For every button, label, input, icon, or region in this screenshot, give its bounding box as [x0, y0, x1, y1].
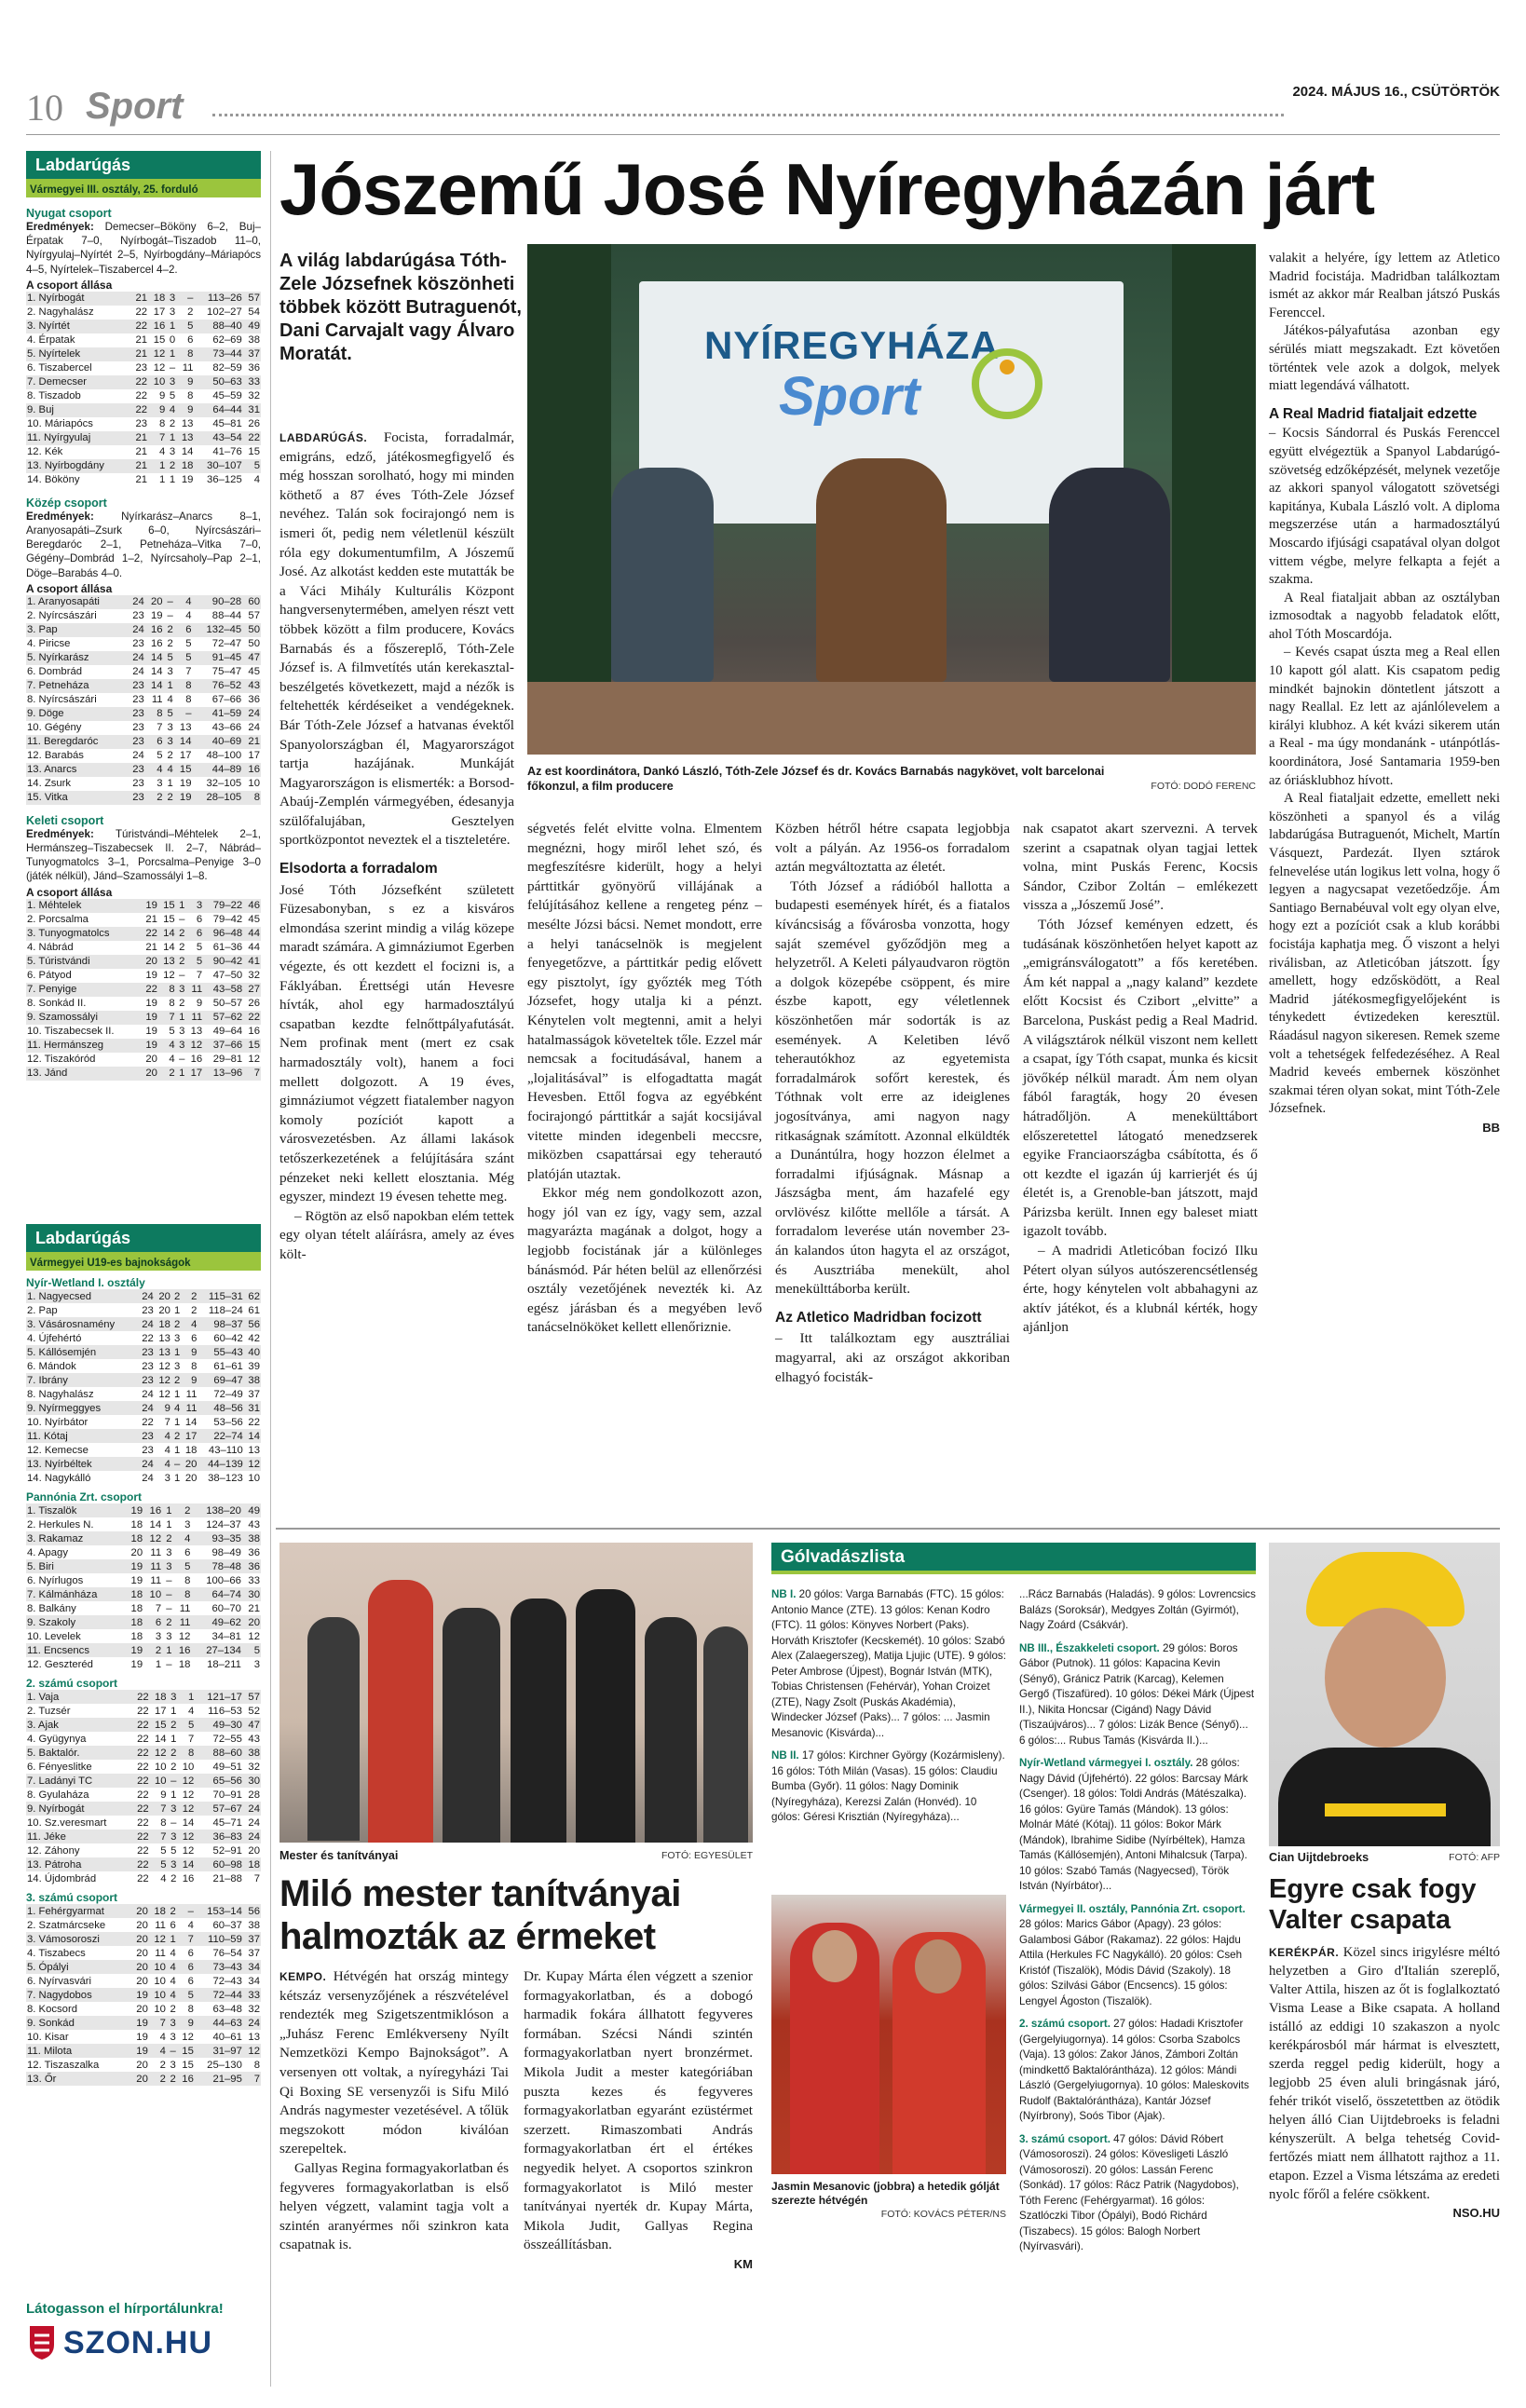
table-row: 13. Anarcs 23 4 4 15 44–89 16: [27, 764, 260, 776]
match-results: Eredmények: Demecser–Bököny 6–2, Buj–Érpatak 7–0, Nyírbogát–Tiszadob 11–0, Nyírgyulaj–Nyírtét 2–5, Nyírbogdány–Máriapócs 4–5, Nyírtelek–Tiszabercel 4–2.: [26, 221, 261, 276]
table-row: 11. Encsencs 19 2 1 16 27–134 5: [27, 1644, 260, 1656]
subheading: A Real Madrid fiataljait edzette: [1269, 405, 1478, 422]
kempo-column-2: Dr. Kupay Márta élen végzett a szenior formagyakorlatban, és a dobogó harmadik fokára állhatott fegyveres formában. Szécsi Nándi szintén formagyakorlatban nyert bronzérmet. Mikola Judit a mester kategóriában puszta kezes és fegyveres formagyakorlatban egyaránt ezüstérmet szerzett. Rimaszombati András formagyakorlatban ért el értékes negyedik helyet. A csoportos szinkron formagyakorlatot is Miló mester tanítványai nyerték dr. Kupay Márta, Mikola Judit, Gallyas Regina összeállításban. KM: [524, 1967, 753, 2275]
scorers-left-column: [771, 1587, 1006, 1833]
scorer-entry: NB II. 17 gólos: Kirchner György (Kozármisleny). 16 gólos: Tóth Milán (Vasas). 15 gólos: Claudiu Bumba (Győr). 11 gólos: Nagy Dominik (Nyíregyháza), Kerezsi Zalán (Honvéd). 10 gólos: Géresi Krisztián (Nyíregyháza)...: [771, 1749, 1005, 1823]
portal-promo[interactable]: [26, 2301, 261, 2361]
table-row: 5. Biri 19 11 3 5 78–48 36: [27, 1560, 260, 1572]
table-row: 10. Levelek 18 3 3 12 34–81 12: [27, 1630, 260, 1642]
table-row: 9. Nyírmeggyes 24 9 4 11 48–56 31: [27, 1402, 260, 1414]
table-row: 13. Pátroha 22 5 3 14 60–98 18: [27, 1858, 260, 1871]
table-row: 9. Szakoly 18 6 2 11 49–62 20: [27, 1616, 260, 1628]
table-row: 4. Érpatak 21 15 0 6 62–69 38: [27, 334, 260, 347]
standings-group: [26, 1891, 261, 2086]
nyiregyhaza-sport-logo-icon: [965, 347, 1049, 421]
table-row: 9. Sonkád 19 7 3 9 44–63 24: [27, 2017, 260, 2029]
table-row: 6. Mándok 23 12 3 8 61–61 39: [27, 1360, 260, 1372]
table-row: 6. Dombrád 24 14 3 7 75–47 45: [27, 666, 260, 678]
match-results: Eredmények: Túristvándi–Méhtelek 2–1, Hermánszeg–Tiszabecsek II. 2–7, Nábrád–Tunyogmatolcs 3–1, Porcsalma–Penyige 3–0 (játék nélkül), Jánd–Szamossályi 1–8.: [26, 827, 262, 883]
table-row: 6. Pátyod 19 12 – 7 47–50 32: [27, 970, 260, 982]
mesanovic-photo: [771, 1895, 1006, 2174]
table-row: 6. Fényeslitke 22 10 2 10 49–51 32: [27, 1761, 260, 1773]
article-headline: Jószemű José Nyíregyházán járt: [279, 148, 1375, 230]
table-row: 14. Bököny 21 1 1 19 36–125 4: [27, 474, 260, 486]
table-row: 3. Pap 24 16 2 6 132–45 50: [27, 624, 260, 636]
photo-credit: FOTÓ: EGYESÜLET: [661, 1850, 753, 1861]
article-column-3: Közben hétről hétre csapata legjobbja volt a pályán. Az 1956-os forradalom aztán megváltoztatta az életét. Tóth József a rádióból hallotta a budapesti események hírét, és a fiatalos kíváncsiság a fővárosba vonzotta, hogy saját szemével győződjön meg a helyzetről. A Keleti pályaudvaron rögtön a dolgok közepébe csöppent, és mire észbe kapott, egy véletlennek köszönhetően már sodorták is az események. A Keletiben lévő teherautókhoz az egyetemista forradalmárok sofőrt kerestek, és Tóthnak volt erre az ideiglenes jogosítványa, ami nagyon nagy ritkaságnak számított. Azonnal elküldték a Dunántúlra, hogy hozzon élelmet a forradalmi ifjúságnak. Másnap a Jászságba ment, ám hazafelé egy orvlövész kilőtte mellőle a társát. A forradalom leverése után november 23-án kalandos úton hagyta el az országot, és Ausztriába menekült, ahol menekülttáborba került. Az Atletico Madridban focizott – Itt találkoztam egy ausztráliai magyarral, aki az országot akkoriban elhagyó focisták-: [775, 821, 1010, 1385]
table-row: 12. Tiszaszalka 20 2 3 15 25–130 8: [27, 2059, 260, 2071]
screen-subtitle: Sport: [779, 366, 920, 427]
article-column-1: LABDARÚGÁS. Focista, forradalmár, emigráns, edző, játékosmegfigyelő és még hosszan sorolható, hogy mi minden köthető a 87 éves Tóth-Zele József nevéhez. Talán sok focirajongó nem is ismeri őt, pedig nem véletlenül készült róla egy dokumentumfilm, A Jószemű José. Az alkotást kedden este mutatták be a Váci Mihály Kulturális Központ hangversenytermében, amelyen részt vett többek között a film producere, Kovács Barnabás és a főszereplő, Tóth-Zele József is. A filmvetítés után kerekasztal-beszélgetés következett, majd a nézők is feltehették kérdéseiket a vendégeknek. Bár Tóth-Zele József a hatvanas évektől Spanyolországban él, Magyarországot tartja hazájának. Munkáját Magyarországon is elismerték: a Borsod-Abaúj-Zemplén vármegyében, édesanyja szülőfalujában, Gesztelyen sportközpontot neveztek el a tiszteletére. Elsodorta a forradalom José Tóth Józsefként született Füzesabonyban, s ez a kisváros elmondása szerint mindig a világ közepe maradt számára. A gimnáziumot Egerben végezte, és ott kezdett el focizni is, a Fáklyában. Érettségi után Hevesre hívták, ahol egy harmadosztályú csapatban kezdte felnőttpályafutását. Nem profinak ment (mert ez csak harmadosztály volt), hanem a foci mellett dolgozott. A 19 éves, gimnáziumot végzett fiatalember nagyon komoly pozíciót kapott a városvezetésben. Az állami lakások tetőszerkezetének a felújítására szánt pénzeket neki kellett elosztania. Még egyszer, mindezt 19 évesen tehette meg. – Rögtön az első napokban elém tettek egy olyan tételt aláírásra, amely az éves költ-: [279, 429, 515, 1262]
standings-group: [26, 1276, 261, 1485]
photo-caption: FOTÓ: DODÓ FERENC Az est koordinátora, Dankó László, Tóth-Zele József és dr. Kovács Barnabás nagykövet, volt barcelonai főkonzul, a film producere: [527, 765, 1256, 793]
author-initials: NSO.HU: [1452, 2206, 1500, 2220]
screen-title: NYÍREGYHÁZA: [704, 323, 1000, 367]
scorers-box: [771, 1543, 1256, 2387]
scorer-entry: 2. számú csoport. 27 gólos: Hadadi Krisztofer (Gergelyiugornya). 14 gólos: Csorba Szabolcs (Vaja). 13 gólos: Zakor János, Zámbori Zoltán (mindkettő Baktalórántháza). 12 gólos: Mándi László (Gergelyiugornya). 10 gólos: Maleskovits Rudolf (Baktalórántháza), Kantár József (Nyírbrony), Soós Tibor (Ajak).: [1019, 2018, 1249, 2122]
table-row: 11. Jéke 22 7 3 12 36–83 24: [27, 1830, 260, 1843]
header-bottom-rule: [26, 134, 1500, 135]
scorer-entry: Nyír-Wetland vármegyei I. osztály. 28 gólos: Nagy Dávid (Újfehértó). 22 gólos: Barcsay Márk (Csenger). 18 gólos: Toldi András (Mátészalka). 16 gólos: Gyüre Tamás (Mándok). 13 gólos: Molnár Máté (Kótaj). 11 gólos: Bokor Márk (Mándok), Ibrahime Sidibe (Nyírbéltek), Hamza Tamás (Kállósemjén), Antoni Mihalcsuk (Tarpa). 10 gólos: Szabó Tamás (Nagyecsed), Török István (Nyírbátor)...: [1019, 1757, 1248, 1892]
table-row: 12. Tiszakóród 20 4 – 16 29–81 12: [27, 1054, 260, 1066]
table-row: 2. Herkules N. 18 14 1 3 124–37 43: [27, 1518, 260, 1531]
table-row: 1. Vaja 22 18 3 1 121–17 57: [27, 1691, 260, 1703]
table-row: 2. Tuzsér 22 17 1 4 116–53 52: [27, 1705, 260, 1717]
sidebar-standings-1: [26, 151, 261, 1081]
table-row: 14. Zsurk 23 3 1 19 32–105 10: [27, 778, 260, 790]
author-initials: BB: [1482, 1120, 1500, 1135]
sidebar-standings-2: [26, 1224, 261, 2086]
table-row: 14. Nagykálló 24 3 1 20 38–123 10: [27, 1472, 260, 1484]
group-name: Nyír-Wetland I. osztály: [26, 1276, 145, 1289]
table-row: 10. Kisar 19 4 3 12 40–61 13: [27, 2031, 260, 2043]
table-row: 6. Tiszabercel 23 12 – 11 82–59 36: [27, 362, 260, 374]
table-row: 12. Geszteréd 19 1 – 18 18–211 3: [27, 1658, 260, 1670]
article-lead: A világ labdarúgása Tóth-Zele Józsefnek köszönheti többek között Butraguenót, Dani Carvajalt vagy Álvaro Moratát.: [279, 251, 522, 364]
scorer-entry: NB III., Északkeleti csoport. 29 gólos: Boros Gábor (Putnok). 11 gólos: Kapacina Kevin (Sényő), Gránicz Patrik (Karcag), Kelemen Gergő (Tiszafüred). 10 gólos: Dékei Márk (Újpest II.), Nikita Honcsar (Cigánd) Nagy Dávid (Tiszaújváros)... 7 gólos: Lizák Bence (Sényő)... 6 gólos:... Rubus Tamás (Kisvárda II.)...: [1019, 1641, 1255, 1747]
table-row: 4. Újfehértó 22 13 3 6 60–42 42: [27, 1332, 260, 1344]
group-name: 2. számú csoport: [26, 1677, 118, 1690]
table-row: 7. Ladányi TC 22 10 – 12 65–56 30: [27, 1775, 260, 1787]
table-row: 4. Nábrád 21 14 2 5 61–36 44: [27, 942, 260, 954]
table-row: 7. Petneháza 23 14 1 8 76–52 43: [27, 680, 260, 692]
table-row: 13. Őr 20 2 2 16 21–95 7: [27, 2073, 260, 2085]
cyclist-caption: FOTÓ: AFP Cian Uijtdebroeks: [1269, 1851, 1500, 1864]
table-row: 7. Ibrány 23 12 2 9 69–47 38: [27, 1374, 260, 1386]
table-heading: A csoport állása: [26, 581, 113, 595]
photo-credit: FOTÓ: DODÓ FERENC: [1151, 781, 1256, 792]
issue-date: 2024. MÁJUS 16., CSÜTÖRTÖK: [1292, 84, 1500, 100]
standings-group: [26, 1490, 261, 1671]
sidebar-divider: [270, 151, 271, 2387]
cycling-headline: Egyre csak fogy Valter csapata: [1269, 1874, 1477, 1935]
table-row: 5. Kállósemjén 23 13 1 9 55–43 40: [27, 1346, 260, 1358]
table-row: 5. Nyírkarász 24 14 5 5 91–45 47: [27, 652, 260, 664]
table-row: 11. Kótaj 23 4 2 17 22–74 14: [27, 1430, 260, 1442]
cycling-text: KERÉKPÁR. Közel sincs irigylésre méltó helyzetben a Giro d'Italián szereplő, Valter Attila, hiszen az őt is foglalkoztató Visma Lease a Bike csapata. A holland istálló az eddigi 10 szakaszon a nyolc kerékpárosból már hármat is elvesztett, szerda reggel pedig kiderült, hogy a legjobb 25 éven aluli bringásnak járó, fehér trikót viselő, összetettben az ötödik helyen álló Cian Uijtdebroeks is feladni kényszerült. A belga tehetség Covid-fertőzés miatt nem állhatott rajthoz a 11. etapon. Ezzel a Visma létszáma az eredeti nyolc főről a felére csökkent. NSO.HU: [1269, 1943, 1500, 2223]
standings-table: [26, 1289, 261, 1485]
group-name: 3. számú csoport: [26, 1891, 118, 1904]
table-row: 13. Nyírbéltek 24 4 – 20 44–139 12: [27, 1458, 260, 1470]
subheading: Elsodorta a forradalom: [279, 861, 438, 877]
scorers-title: Gólvadászlista: [771, 1543, 1256, 1574]
article-kicker: LABDARÚGÁS.: [279, 431, 368, 444]
table-row: 10. Nyírbátor 22 7 1 14 53–56 22: [27, 1416, 260, 1428]
kempo-headline: Miló mester tanítványai halmozták az érmeket: [279, 1873, 681, 1957]
table-row: 2. Nyírcsászári 23 19 – 4 88–44 57: [27, 610, 260, 622]
table-row: 12. Barabás 24 5 2 17 48–100 17: [27, 750, 260, 762]
speaker-left: [611, 468, 714, 682]
table-row: 3. Vásárosnamény 24 18 2 4 98–37 56: [27, 1318, 260, 1330]
table-row: 11. Hermánszeg 19 4 3 12 37–66 15: [27, 1040, 260, 1052]
table-row: 7. Kálmánháza 18 10 – 8 64–74 30: [27, 1588, 260, 1600]
table-row: 6. Nyírvasvári 20 10 4 6 72–43 34: [27, 1975, 260, 1987]
table-row: 1. Nyírbogát 21 18 3 – 113–26 57: [27, 292, 260, 305]
author-initials: KM: [733, 2256, 753, 2271]
table-row: 3. Tunyogmatolcs 22 14 2 6 96–48 44: [27, 928, 260, 940]
table-row: 8. Kocsord 20 10 2 8 63–48 32: [27, 2003, 260, 2015]
table-row: 4. Piricse 23 16 2 5 72–47 50: [27, 638, 260, 650]
szon-logo-icon: [26, 2324, 58, 2361]
event-photo: [527, 244, 1256, 755]
photo-credit: FOTÓ: KOVÁCS PÉTER/NS: [880, 2209, 1006, 2220]
scorer-entry: Vármegyei II. osztály, Pannónia Zrt. csoport. 28 gólos: Marics Gábor (Apagy). 23 gólos: Galambosi Gábor (Rakamaz). 22 gólos: Hajdu Attila (Herkules FC Nagykálló). 20 gólos: Cseh Kristóf (Tiszalök), Módis Dávid (Szakoly). 18 gólos: Szilvási Gábor (Encsencs). 15 gólos: Lengyel Ágoston (Tiszalök).: [1019, 1902, 1246, 2007]
table-row: 10. Máriapócs 23 8 2 13 45–81 26: [27, 418, 260, 430]
table-row: 2. Szatmárcseke 20 11 6 4 60–37 38: [27, 1919, 260, 1931]
table-row: 8. Nagyhalász 24 12 1 11 72–49 37: [27, 1388, 260, 1400]
table-row: 11. Beregdaróc 23 6 3 14 40–69 21: [27, 736, 260, 748]
photo-credit: FOTÓ: AFP: [1449, 1852, 1500, 1863]
table-row: 3. Vámosoroszi 20 12 1 7 110–59 37: [27, 1933, 260, 1945]
table-row: 11. Nyírgyulaj 21 7 1 13 43–54 22: [27, 432, 260, 444]
standings-table: [26, 1904, 261, 2086]
table-row: 1. Tiszalök 19 16 1 2 138–20 49: [27, 1504, 260, 1517]
table-row: 13. Nyírbogdány 21 1 2 18 30–107 5: [27, 460, 260, 472]
scorer-entry: ...Rácz Barnabás (Haladás). 9 gólos: Lovrencsics Balázs (Soroksár), Medgyes Zoltán (Gyirmót), Nagy Zoárd (Csákvár).: [1019, 1588, 1256, 1631]
subheading: Az Atletico Madridban focizott: [775, 1309, 982, 1326]
table-row: 7. Nagydobos 19 10 4 5 72–44 33: [27, 1989, 260, 2001]
kempo-column-1: KEMPO. Hétvégén hat ország mintegy kétszáz versenyzőjének a részvételével rendezték meg Szigetszentmiklóson a „Juhász Ferenc Emlékverseny Nyílt Nemzetközi Kempo Bajnokságot”. A versenyen ott voltak, a nyíregyházi Tai Qi Boxing SE versenyzői is Sifu Miló András nagymester vezetésével. A tőlük megszokott módon kiválóan szerepeltek. Gallyas Regina formagyakorlatban és fegyveres formagyakorlatban is első helyen végzett, valamint tagja volt a szintén aranyérmes női szinkron kata csapatnak is.: [279, 1968, 509, 2253]
standings-group: [26, 1677, 261, 1885]
section-name: Sport: [86, 86, 184, 127]
sidebar-title: Labdarúgás: [26, 1224, 261, 1256]
table-row: 9. Döge 23 8 5 – 41–59 24: [27, 708, 260, 720]
table-row: 10. Gégény 23 7 3 13 43–66 24: [27, 722, 260, 734]
table-row: 10. Sz.veresmart 22 8 – 14 45–71 24: [27, 1816, 260, 1829]
table-row: 4. Apagy 20 11 3 6 98–49 36: [27, 1546, 260, 1558]
sidebar-title: Labdarúgás: [26, 151, 261, 183]
table-row: 14. Újdombrád 22 4 2 16 21–88 7: [27, 1872, 260, 1884]
table-row: 3. Rakamaz 18 12 2 4 93–35 38: [27, 1532, 260, 1544]
article-column-5: valakit a helyére, így lettem az Atletico Madrid focistája. Madridban találkoztam ismét az akkor már Realban játszó Puskás Ferenccel. Játékos-pályafutása azonban egy sérülés miatt megszakadt. Ezt követően történtek vele azok a dolgok, melyek miatt legendává válhatott. A Real Madrid fiataljait edzette – Kocsis Sándorral és Puskás Ferenccel együtt elvégeztük a Spanyol Labdarúgó-szövetség edzőképzését, melynek vezetője az akkori spanyol válogatott szövetségi kapitánya, Kubala László volt. A diploma megszerzése után a harmadosztályú Moscardo ifjúsági csapatával olyan dolgot vittem végbe, melyre felkapta a fejét a szakma. A Real fiataljait abban az osztályban izmosodtak a nagyobb feladatok előtt, ahol Tóth Moscardója. – Kevés csapat úszta meg a Real ellen 10 kapott gól alatt. Kis csapatom pedig mindkét bajnokin döntetlent játszott a nagy Reallal. Ez lett az ajánlólevelem a királyi klubhoz. A két kvázi sikerem után a Real - ma úgy mondanánk - utánpótlás-koordinátora, José Santamaria 1959-ben az óriásklubhoz hívott. A Real fiataljait edzette, emellett neki köszönheti a spanyol és a világ labdarúgása Butraguenót, Michelt, Martín Vásquezt, Pardezát. Ilyen sztárok felnevelése után logikus lett volna, hogy ő legyen a nagycsapat vezetőedzője. Ám Santiago Bernabéuval volt egy olyan elve, hogy ezt a pozíciót csak a klub korábbi focistája kaphatja meg. Ő viszont a helyi riválisban, az Atleticóban játszott. Így amellett, hogy edzősködött, a Real Madrid játékosmegfigyelőjeként is ténykedett évtizedeken keresztül. Ráadásul nagyon sikeresen. Remek szeme volt a tehetségek felfedezéséhez. A Real Madrid keveés embernek köszönhet szakmai téren olyan sokat, mint Tóth-Zele Józsefnek. BB: [1269, 250, 1500, 1137]
table-row: 12. Kék 21 4 3 14 41–76 15: [27, 446, 260, 458]
table-row: 8. Nyírcsászári 23 11 4 8 67–66 36: [27, 694, 260, 706]
table-row: 9. Nyírbogát 22 7 3 12 57–67 24: [27, 1803, 260, 1815]
portal-logo: SZON.HU: [63, 2324, 212, 2360]
match-results: Eredmények: Nyírkarász–Anarcs 8–1, Aranyosapáti–Zsurk 6–0, Nyírcsászári–Beregdaróc 2–1, Petneháza–Vitka 7–0, Gégény–Dombrád 1–2, Nyírcsaholy–Pap 2–1, Döge–Barabás 4–0.: [26, 510, 261, 579]
table-row: 6. Nyírlugos 19 11 – 8 100–66 33: [27, 1574, 260, 1586]
scorer-entry: 3. számú csoport. 47 gólos: Dávid Róbert (Vámosoroszi). 24 gólos: Kövesligeti László (Vámosoroszi). 20 gólos: Lassán Ferenc (Sonkád). 17 gólos: Rácz Patrik (Nagydobos), Tóth Ferenc (Fehérgyarmat). 16 gólos: Szatlóczki Tibor (Ópályi), Bodó Richárd (Tiszabecs). 15 gólos: Balogh Norbert (Nyírvasvári).: [1019, 2132, 1239, 2252]
table-row: 2. Porcsalma 21 15 – 6 79–42 45: [27, 914, 260, 926]
table-row: 1. Nagyecsed 24 20 2 2 115–31 62: [27, 1290, 260, 1302]
mesanovic-caption: Jasmin Mesanovic (jobbra) a hetedik gólját szerezte hétvégén FOTÓ: KOVÁCS PÉTER/NS: [771, 2180, 1006, 2220]
table-row: 8. Sonkád II. 19 8 2 9 50–57 26: [27, 998, 260, 1010]
table-row: 11. Milota 19 4 – 15 31–97 12: [27, 2045, 260, 2057]
speaker-middle: [816, 458, 947, 682]
scorer-entry: NB I. 20 gólos: Varga Barnabás (FTC). 15 gólos: Antonio Mance (ZTE). 13 gólos: Kenan Kodro (FTC). 11 gólos: Könyves Norbert (Paks). Horváth Krisztofer (Kecskemét). 10 gólos: Szabó Alex (Zalaegerszeg), Matija Ljujic (UTE). 9 gólos: Peter Ambrose (Újpest), Bognár István (MTK), Tobias Christensen (Fehérvár), Yohan Croizet (ZTE), Nagy Zsolt (Puskás Akadémia), Windecker József (Paks)... 7 gólos: ... Jasmin Mesanovic (Kisvárda)...: [771, 1588, 1006, 1739]
speaker-right: [1049, 468, 1170, 682]
table-row: 15. Vitka 23 2 2 19 28–105 8: [27, 792, 260, 804]
article-column-2: ségvetés felét elvitte volna. Elmentem megnézni, hogy miről lehet szó, és megfeszítésre kiderült, hogy a helyi párttitkár gyönyörű villájának a felújításához kellene a rengeteg pénz – mesélte Józsi bácsi. Nemet mondott, erre a helyi tanácselnök is megjelent fenyegetőzve, a párttitkár pedig elővett egy pisztolyt, így győzték meg Tóth Józsefet, hogy utalja ki a pénzt. Kénytelen volt megtenni, amit a helyi hatalmasságok követeltek tőle. Ezzel már nemcsak a focitudásával, hanem a „lojalitásával” is elfogadtatta magát Hevesben. Ettől fogva az egyébként focirajongó párttitkár a saját kocsijával vitette minden idegenbeli meccsre, miközben csapattársai egy teherautó platóján utaztak. Ekkor még nem gondolkozott azon, hogy jól van ez így, vagy sem, azzal magyarázta magának a dolgot, hogy a legjobb focistának jár a különleges bánásmód. Pár héten belül az ellenőrzési osztály vezetőjének nevezték ki. Az egész járásban és a megyében levő tanácselnököket kellett ellenőriznie.: [527, 821, 762, 1336]
header-rule: [212, 114, 1284, 116]
table-heading: A csoport állása: [26, 278, 113, 292]
league-strip: Vármegyei U19-es bajnokságok: [26, 1256, 261, 1271]
group-name: Pannónia Zrt. csoport: [26, 1490, 143, 1503]
kempo-photo: [279, 1543, 753, 1843]
table-row: 1. Méhtelek 19 15 1 3 79–22 46: [27, 900, 260, 912]
promo-text: Látogasson el hírportálunkra!: [26, 2301, 224, 2317]
standings-table: [26, 1690, 261, 1885]
table-row: 10. Tiszabecsek II. 19 5 3 13 49–64 16: [27, 1026, 260, 1038]
section-divider: [276, 1528, 1500, 1530]
table-row: 1. Aranyosapáti 24 20 – 4 90–28 60: [27, 596, 260, 608]
table-row: 9. Buj 22 9 4 9 64–44 31: [27, 404, 260, 416]
article-column-4: nak csapatot akart szervezni. A tervek szerint a csapatnak olyan tagjai lettek volna, mint Puskás Ferenc, Kocsis Sándor, Czibor Zoltán – emlékezett vissza a „Jószemű José”. Tóth József keményen edzett, és tudásának köszönhetően helyet kapott az „emigránsválogatott” a fős keretében. Ám két nappal a „nagy kaland” kezdete előtt Kocsist és Czibort „elvitte” a Barcelona, Puskást pedig a Real Madrid. A világsztárok nélkül viszont nem kellett a csapat, így Tóth csapat, munka és kicsit jövőkép nélkül maradt. Ám nem olyan fából faragták, hogy 20 évesen hátradőljön. A menekülttábort előszeretettel látogató menedzserek egyike Franciaországba csábította, és ő ott kezdte el igazán új karrierjét és új életét is, a Grenoble-ban játszott, majd Párizsba került. Innen egy baleset miatt igazolt tovább. – A madridi Atleticóban focizó Ilku Pétert olyan súlyos autószerencsétlenség érte, hogy kénytelen volt abbahagyni az aktív játékot, és a klubnál kérték, hogy ajánljon: [1023, 821, 1258, 1336]
page-header: [26, 78, 1500, 134]
page-number: 10: [26, 87, 63, 129]
table-row: 8. Gyulaháza 22 9 1 12 70–91 28: [27, 1789, 260, 1801]
table-heading: A csoport állása: [26, 885, 113, 899]
table-row: 13. Jánd 20 2 1 17 13–96 7: [27, 1068, 260, 1080]
table-row: 8. Tiszadob 22 9 5 8 45–59 32: [27, 390, 260, 402]
table-row: 5. Nyírtelek 21 12 1 8 73–44 37: [27, 348, 260, 361]
table-row: 4. Gyügynya 22 14 1 7 72–55 43: [27, 1733, 260, 1745]
table-row: 3. Ajak 22 15 2 5 49–30 47: [27, 1719, 260, 1731]
league-strip: Vármegyei III. osztály, 25. forduló: [26, 183, 261, 197]
table-row: 7. Demecser 22 10 3 9 50–63 33: [27, 376, 260, 388]
table-row: 3. Nyírtét 22 16 1 5 88–40 49: [27, 320, 260, 333]
group-name: Közép csoport: [26, 496, 107, 510]
table-row: 5. Ópályi 20 10 4 6 73–43 34: [27, 1961, 260, 1973]
table-row: 5. Baktalór. 22 12 2 8 88–60 38: [27, 1747, 260, 1759]
group-name: Keleti csoport: [26, 813, 104, 827]
table-row: 9. Szamossályi 19 7 1 11 57–62 22: [27, 1012, 260, 1024]
table-row: 2. Nagyhalász 22 17 3 2 102–27 54: [27, 306, 260, 319]
table-row: 5. Túristvándi 20 13 2 5 90–42 41: [27, 956, 260, 968]
table-row: 12. Kemecse 23 4 1 18 43–110 13: [27, 1444, 260, 1456]
kempo-caption: FOTÓ: EGYESÜLET Mester és tanítványai: [279, 1849, 753, 1862]
table-row: 7. Penyige 22 8 3 11 43–58 27: [27, 984, 260, 996]
table-row: 4. Tiszabecs 20 11 4 6 76–54 37: [27, 1947, 260, 1959]
scorers-right-column: [1019, 1587, 1256, 2263]
group-name: Nyugat csoport: [26, 207, 112, 220]
table-row: 12. Záhony 22 5 5 12 52–91 20: [27, 1844, 260, 1857]
standings-table: [26, 1503, 261, 1671]
cyclist-photo: [1269, 1543, 1500, 1846]
standings-group: [26, 814, 261, 1081]
standings-group: [26, 497, 261, 805]
standings-table: [26, 292, 261, 487]
table-row: 1. Fehérgyarmat 20 18 2 – 153–14 56: [27, 1905, 260, 1917]
table-row: 2. Pap 23 20 1 2 118–24 61: [27, 1304, 260, 1316]
table-row: 8. Balkány 18 7 – 11 60–70 21: [27, 1602, 260, 1614]
standings-group: [26, 207, 261, 487]
standings-table: [26, 595, 261, 805]
standings-table: [26, 899, 261, 1081]
